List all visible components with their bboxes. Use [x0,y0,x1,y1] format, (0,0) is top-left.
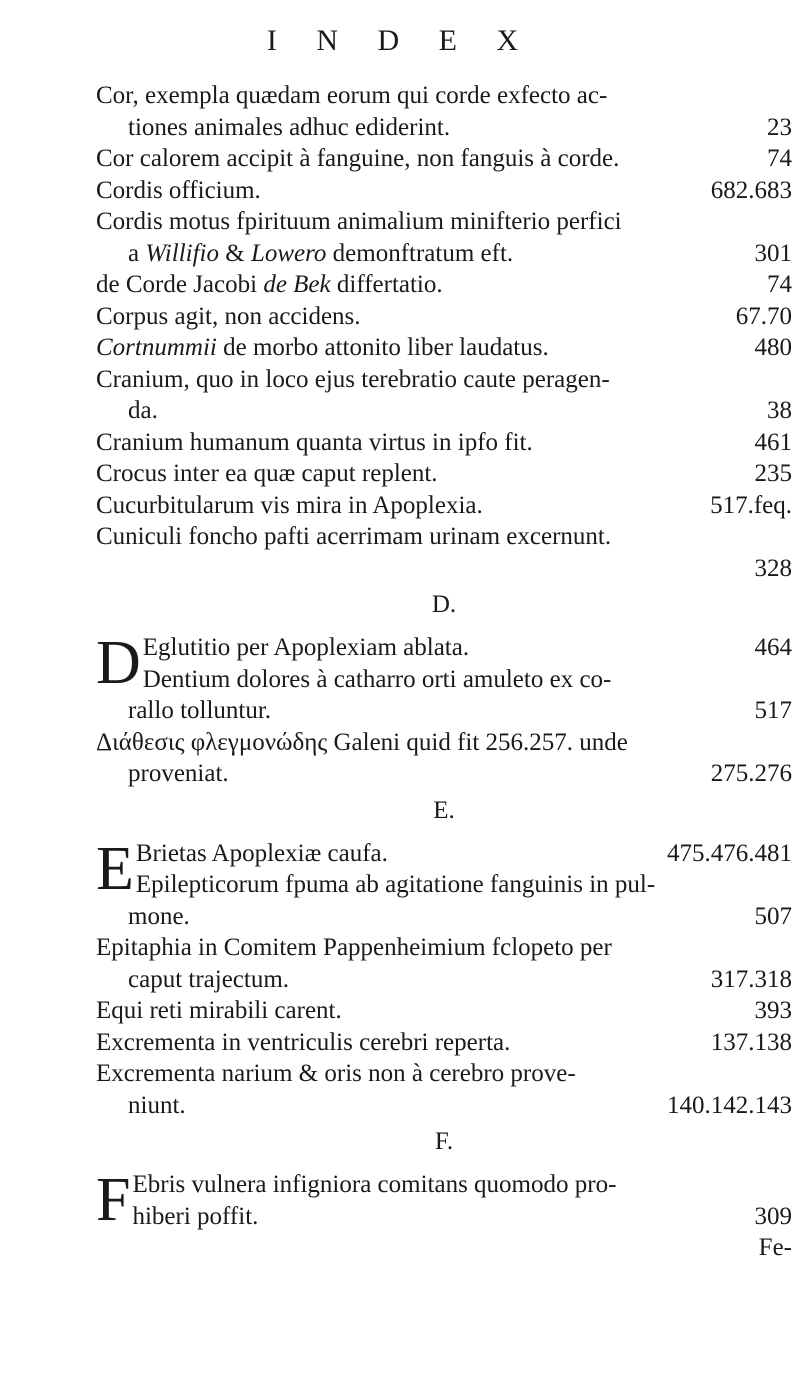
entry-line: mone. 507 [96,901,792,933]
index-entry [96,301,792,333]
entry-line: Equi reti mirabili carent. 393 [96,995,792,1027]
italic-name: Cortnummii [96,334,217,361]
entry-line: Crocus inter ea quæ caput replent. 235 [96,458,792,490]
drop-capital: E [96,834,134,903]
index-entry [96,1058,792,1121]
entry-line: a Willifio & Lowero demonftratum eft. 301 [96,238,792,270]
page-reference: 328 [754,554,792,582]
page-reference: 517.feq. [710,491,792,519]
entry-line: Cucurbitularum vis mira in Apoplexia. 517.feq. [96,490,792,522]
entry-line: da. 38 [96,395,792,427]
page-reference: 461 [754,428,792,456]
index-entry [96,490,792,522]
page-reference: 140.142.143 [667,1091,792,1119]
entry-line: Ebris vulnera infigniora comitans quomodo pro- [132,1171,617,1198]
italic-name: Willifio [145,239,219,267]
page-reference: 137.138 [710,1028,792,1056]
drop-capital: F [96,1166,131,1234]
page-reference: 464 [754,634,792,661]
entry-line: Cranium humanum quanta virtus in ipfo fit. 461 [96,427,792,459]
entry-line: Eglutitio per Apoplexiam ablata. 464 [96,632,792,664]
entry-line: Cranium, quo in loco ejus terebratio caute peragen- [96,365,610,393]
index-entry [96,727,792,790]
entry-line: niunt. 140.142.143 [96,1090,792,1122]
section-letter: E. [433,796,455,824]
page-reference: 235 [754,460,792,487]
entry-line: Excrementa narium & oris non à cerebro prove- [96,1060,576,1087]
running-head: I N D E X [266,24,535,57]
page-reference: 275.276 [710,760,792,787]
entry-line: Epitaphia in Comitem Pappenheimium fclopeto per [96,934,612,961]
index-entries [96,80,792,1264]
entry-line: Brietas Apoplexiæ caufa. 475.476.481 [96,838,792,870]
italic-name: de Bek [263,271,331,298]
drop-capital: D [96,629,141,697]
index-entry [96,427,792,459]
index-entry [96,269,792,301]
index-entry [96,364,792,427]
entry-line: Διάθεσις φλεγμονώδης Galeni quid fit 256.257. unde [96,728,628,756]
index-entry [96,932,792,995]
entry-line: proveniat. 275.276 [96,758,792,790]
index-entry [96,175,792,207]
page-reference: 74 [767,145,792,172]
entry-line: Cuniculi foncho pafti acerrimam urinam excernunt. [96,523,612,550]
entry-line: Cor, exempla quædam eorum qui corde exfecto ac- [96,82,608,109]
page-reference: 309 [754,1202,792,1230]
page-reference: 67.70 [735,302,792,330]
section-letter: F. [434,1128,454,1155]
page-reference: 38 [767,397,792,424]
page-reference: 517 [754,697,792,724]
entry-line: Excrementa in ventriculis cerebri reperta. 137.138 [96,1027,792,1059]
entry-line: Cortnummii de morbo attonito liber laudatus. 480 [96,332,792,364]
entry-line: Cordis officium. 682.683 [96,175,792,207]
entry-line: rallo tolluntur. 517 [96,695,792,727]
page-reference: 23 [767,113,792,141]
page-reference: 317.318 [710,965,792,993]
entry-line: Cordis motus fpirituum animalium minifterio perfici [96,208,622,235]
index-entry [96,521,792,584]
entry-line: tiones animales adhuc ediderint. 23 [96,112,792,144]
entry-line: de Corde Jacobi de Bek differtatio. 74 [96,269,792,301]
italic-name: Lowero [250,239,327,267]
index-entry [96,995,792,1027]
page-reference: 475.476.481 [667,839,792,867]
index-entry [96,143,792,175]
entry-line: caput trajectum. 317.318 [96,964,792,996]
section-letter: D. [431,591,457,618]
page-reference: 393 [754,997,792,1024]
index-entry [96,206,792,269]
index-entry [96,332,792,364]
page-reference: 480 [754,334,792,361]
page-reference: 74 [767,271,792,298]
entry-line: Dentium dolores à catharro orti amuleto ex co- [142,665,612,693]
index-entry [96,1027,792,1059]
index-entry [96,80,792,143]
index-entry [96,869,792,932]
index-entry [96,664,792,727]
entry-line: Corpus agit, non accidens. 67.70 [96,301,792,333]
entry-line: Epilepticorum fpuma ab agitatione fanguinis in pul- [135,871,656,898]
catchword: Fe- [758,1234,792,1261]
page-reference: 507 [754,902,792,930]
entry-line: Cor calorem accipit à fanguine, non fanguis à corde. 74 [96,143,792,175]
index-entry [96,1166,792,1234]
index-entry [96,458,792,490]
page-reference: 301 [754,239,792,267]
page-reference: 682.683 [710,176,792,204]
entry-line: hiberi poffit. 309 [96,1201,792,1233]
